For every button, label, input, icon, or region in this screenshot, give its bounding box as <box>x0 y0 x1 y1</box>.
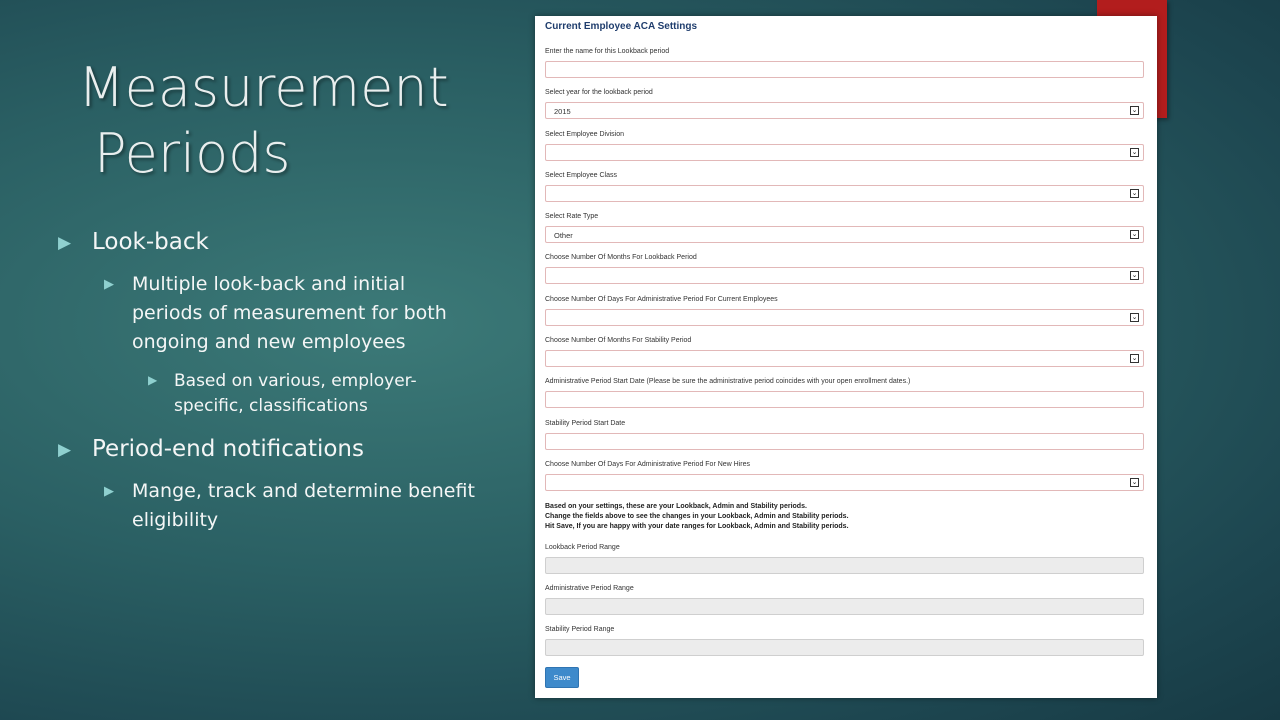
stability-range-field <box>545 639 1144 656</box>
admin-range-label: Administrative Period Range <box>545 585 634 592</box>
dropdown-arrow-icon: ⌄ <box>1131 479 1138 486</box>
dropdown-arrow-icon: ⌄ <box>1131 355 1138 362</box>
admin-start-date-input[interactable] <box>545 391 1144 408</box>
stability-start-date-input[interactable] <box>545 433 1144 450</box>
admin-days-new-hires-select[interactable] <box>545 474 1144 491</box>
year-select[interactable] <box>545 102 1144 119</box>
info-line: Change the fields above to see the changes in your Lookback, Admin and Stability periods. <box>545 513 849 520</box>
rate-type-label: Select Rate Type <box>545 213 599 220</box>
lookback-months-select[interactable] <box>545 267 1144 284</box>
bullet-benefit-eligibility <box>58 477 478 535</box>
stability-range-label: Stability Period Range <box>545 626 615 633</box>
bullet-text: Look-back <box>92 229 209 255</box>
slide-title-line-1: Measurement <box>78 56 449 119</box>
class-select[interactable] <box>545 185 1144 202</box>
info-line: Based on your settings, these are your Lookback, Admin and Stability periods. <box>545 503 807 510</box>
year-value: 2015 <box>554 107 571 116</box>
aca-settings-form <box>535 16 1157 698</box>
division-label: Select Employee Division <box>545 131 624 138</box>
arrow-bullet-icon: ▶ <box>104 484 114 499</box>
dropdown-arrow-icon: ⌄ <box>1131 314 1138 321</box>
admin-start-date-label: Administrative Period Start Date (Please be sure the administrative period coincides with your open enrollment dates.) <box>545 378 911 385</box>
class-label: Select Employee Class <box>545 172 617 179</box>
bullet-look-back <box>58 228 478 256</box>
period-info-text <box>545 502 849 532</box>
lookback-name-label: Enter the name for this Lookback period <box>545 48 670 55</box>
dropdown-arrow-icon: ⌄ <box>1131 190 1138 197</box>
admin-days-current-label: Choose Number Of Days For Administrative Period For Current Employees <box>545 296 778 303</box>
lookback-range-label: Lookback Period Range <box>545 544 620 551</box>
bullet-text: Period-end notifications <box>92 436 364 462</box>
admin-days-new-hires-label: Choose Number Of Days For Administrative Period For New Hires <box>545 461 751 468</box>
rate-type-select[interactable] <box>545 226 1144 243</box>
dropdown-arrow-icon: ⌄ <box>1131 149 1138 156</box>
stability-months-select[interactable] <box>545 350 1144 367</box>
dropdown-arrow-icon: ⌄ <box>1131 231 1138 238</box>
bullet-period-end-notifications <box>58 435 478 463</box>
bullet-text: Multiple look-back and initial periods of measurement for both ongoing and new employees <box>132 273 447 353</box>
lookback-months-label: Choose Number Of Months For Lookback Period <box>545 254 697 261</box>
form-title: Current Employee ACA Settings <box>545 21 698 32</box>
arrow-bullet-icon: ▶ <box>58 233 72 253</box>
lookback-range-field <box>545 557 1144 574</box>
info-line: Hit Save, If you are happy with your date ranges for Lookback, Admin and Stability periods. <box>545 523 849 530</box>
dropdown-arrow-icon: ⌄ <box>1131 272 1138 279</box>
bullet-multiple-periods <box>58 270 478 357</box>
bullet-text: Mange, track and determine benefit eligibility <box>132 480 475 531</box>
bullet-list <box>58 228 478 547</box>
arrow-bullet-icon: ▶ <box>148 373 158 387</box>
division-select[interactable] <box>545 144 1144 161</box>
slide-title <box>78 55 498 187</box>
dropdown-arrow-icon: ⌄ <box>1131 107 1138 114</box>
arrow-bullet-icon: ▶ <box>58 440 72 460</box>
admin-range-field <box>545 598 1144 615</box>
save-button[interactable]: Save <box>545 667 579 688</box>
bullet-text: Based on various, employer-specific, classifications <box>174 371 417 416</box>
stability-months-label: Choose Number Of Months For Stability Period <box>545 337 692 344</box>
slide-title-line-2: Periods <box>94 122 291 185</box>
bullet-classifications <box>58 369 478 419</box>
stability-start-date-label: Stability Period Start Date <box>545 420 626 427</box>
arrow-bullet-icon: ▶ <box>104 277 114 292</box>
year-label: Select year for the lookback period <box>545 89 653 96</box>
rate-type-value: Other <box>554 231 573 240</box>
lookback-name-input[interactable] <box>545 61 1144 78</box>
admin-days-current-select[interactable] <box>545 309 1144 326</box>
